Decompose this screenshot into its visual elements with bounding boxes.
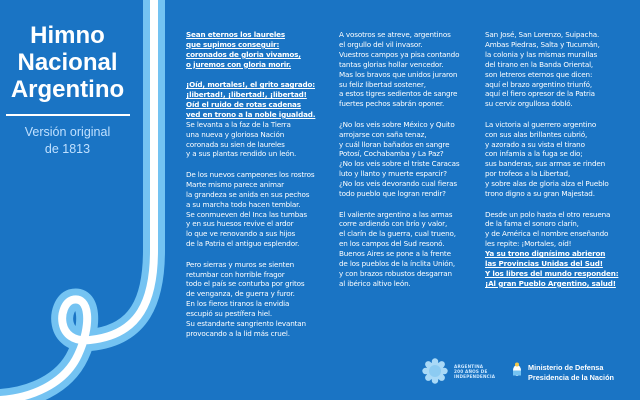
bicentenario-line: INDEPENDENCIA <box>454 374 496 379</box>
subtitle-line: Versión original <box>24 125 111 139</box>
chorus-line: ved en trono a la noble igualdad. <box>186 109 316 119</box>
stanza <box>485 210 637 289</box>
ministerio-text <box>528 363 614 382</box>
page-title <box>0 22 135 103</box>
stanza <box>485 120 637 199</box>
chorus-line: que supimos conseguir: <box>186 39 280 49</box>
lyric-line: la colonia y las mismas murallas <box>485 49 598 59</box>
lyric-line: Mas los bravos que unidos juraron <box>339 69 458 79</box>
title-line: Nacional <box>17 49 118 76</box>
stanza <box>339 120 489 199</box>
title-divider <box>6 114 130 116</box>
lyric-line: De los nuevos campeones los rostros <box>186 169 315 179</box>
bicentenario-text <box>454 364 495 379</box>
lyric-line: su feliz libertad sostener, <box>339 79 426 89</box>
lyric-line: todo pueblo que logran rendir? <box>339 189 446 199</box>
lyric-line: Pero sierras y muros se sienten <box>186 259 294 269</box>
lyric-line: a estos tigres sedientos de sangre <box>339 89 458 99</box>
subtitle <box>0 124 135 158</box>
stanza <box>485 30 637 109</box>
lyric-line: con infamia a la fuga se dio; <box>485 149 583 159</box>
lyric-line: y con brazos robustos desgarran <box>339 268 452 278</box>
lyrics-column-2 <box>339 30 489 299</box>
lyric-line: tantas glorias hollar vencedor. <box>339 59 444 69</box>
lyric-line: de la Patria el antiguo esplendor. <box>186 239 300 249</box>
lyric-line: Marte mismo parece animar <box>186 179 284 189</box>
stanza <box>186 260 336 339</box>
lyric-line: Buenos Aires se pone a la frente <box>339 249 451 259</box>
lyric-line: con sus alas brillantes cubrió, <box>485 129 588 139</box>
chorus-line: ¡libertad!, ¡libertad!, ¡libertad! <box>186 90 307 100</box>
lyrics-column-1 <box>186 30 336 349</box>
lyric-line: Vuestros campos ya pisa contando <box>339 49 460 59</box>
lyric-line: y a sus plantas rendido un león. <box>186 149 297 159</box>
lyric-line: A vosotros se atreve, argentinos <box>339 30 451 39</box>
lyric-line: el orgullo del vil invasor. <box>339 39 423 49</box>
bicentenario-line: ARGENTINA <box>454 364 484 369</box>
lyric-line: ¿No los veis devorando cual fieras <box>339 179 457 189</box>
title-block <box>0 22 135 158</box>
ministerio-line: Presidencia de la Nación <box>528 372 614 382</box>
lyric-line: la grandeza se anida en sus pechos <box>186 189 310 199</box>
lyric-line: y sobre alas de gloria alza el Pueblo <box>485 179 609 189</box>
lyric-line: escupió su pestífera hiel. <box>186 309 272 319</box>
lyric-line: La victoria al guerrero argentino <box>485 119 597 129</box>
lyric-line: una nueva y gloriosa Nación <box>186 129 285 139</box>
lyric-line: corre ardiendo con brío y valor, <box>339 219 448 229</box>
lyric-line: Su estandarte sangriento levantan <box>186 319 306 329</box>
stanza <box>339 210 489 289</box>
lyric-line: todo el país se conturba por gritos <box>186 279 305 289</box>
chorus-line: o juremos con gloria morir. <box>186 59 292 69</box>
lyric-line: lo que ve renovando a sus hijos <box>186 229 296 239</box>
lyric-line: San José, San Lorenzo, Suipacha. <box>485 30 600 39</box>
chorus-line: las Provincias Unidas del Sud! <box>485 259 603 269</box>
lyric-line: de la fama el sonoro clarín, <box>485 219 579 229</box>
chorus-line: Ya su trono dignísimo abrieron <box>485 249 606 259</box>
lyric-line: coronada su sien de laureles <box>186 139 285 149</box>
bicentenario-logo-icon <box>422 358 448 384</box>
chorus-line: ¡Al gran Pueblo Argentino, salud! <box>485 278 616 288</box>
lyric-line: Potosí, Cochabamba y La Paz? <box>339 149 444 159</box>
bicentenario-line: 200 AÑOS DE <box>454 369 488 374</box>
lyric-line: Se levanta a la faz de la Tierra <box>186 119 291 129</box>
lyric-line: arrojarse con saña tenaz, <box>339 129 427 139</box>
lyric-line: el clarín de la guerra, cual trueno, <box>339 229 456 239</box>
lyric-line: aquí el fiero opresor de la Patria <box>485 89 595 99</box>
lyric-line: trono digno a su gran Majestad. <box>485 189 595 199</box>
lyric-line: y azorado a su vista el tirano <box>485 139 585 149</box>
stanza <box>186 30 336 70</box>
lyric-line: en los campos del Sud resonó. <box>339 239 445 249</box>
subtitle-line: de 1813 <box>44 142 91 156</box>
title-line: Himno <box>30 22 105 49</box>
escudo-nacional-icon <box>512 362 522 378</box>
lyric-line: retumbar con horrible fragor <box>186 269 285 279</box>
stanza <box>186 170 336 249</box>
lyric-line: En los fieros tiranos la envidia <box>186 299 290 309</box>
lyric-line: al ibérico altivo león. <box>339 278 411 288</box>
lyric-line: ¿No los veis sobre México y Quito <box>339 119 455 129</box>
stanza <box>186 80 336 159</box>
lyric-line: provocando a la lid más cruel. <box>186 328 290 338</box>
lyric-line: El valiente argentino a las armas <box>339 209 453 219</box>
lyric-line: fuertes pechos sabrán oponer. <box>339 99 445 109</box>
lyric-line: su cerviz orgullosa dobló. <box>485 99 573 109</box>
lyric-line: y cuál lloran bañados en sangre <box>339 139 450 149</box>
lyric-line: les repite: ¡Mortales, oíd! <box>485 239 572 249</box>
chorus-line: Sean eternos los laureles <box>186 30 285 39</box>
lyric-line: son letreros eternos que dicen: <box>485 69 593 79</box>
lyric-line: a su marcha todo hacen temblar. <box>186 199 301 209</box>
lyric-line: Ambas Piedras, Salta y Tucumán, <box>485 39 600 49</box>
lyric-line: y en sus huesos revive el ardor <box>186 219 294 229</box>
title-line: Argentino <box>10 76 125 103</box>
lyric-line: sus banderas, sus armas se rinden <box>485 159 606 169</box>
chorus-line: coronados de gloria vivamos, <box>186 49 301 59</box>
lyric-line: Desde un polo hasta el otro resuena <box>485 209 611 219</box>
chorus-line: Oíd el ruido de rotas cadenas <box>186 99 301 109</box>
lyric-line: del tirano en la Banda Oriental, <box>485 59 594 69</box>
lyrics-column-3 <box>485 30 637 299</box>
chorus-line: Y los libres del mundo responden: <box>485 268 619 278</box>
lyric-line: por trofeos a la Libertad, <box>485 169 571 179</box>
lyric-line: y de América el nombre enseñando <box>485 229 609 239</box>
stanza <box>339 30 489 109</box>
ministerio-line: Ministerio de Defensa <box>528 363 604 372</box>
lyric-line: aquí el brazo argentino triunfó, <box>485 79 593 89</box>
chorus-line: ¡Oíd, mortales!, el grito sagrado: <box>186 80 316 90</box>
lyric-line: de los pueblos de la ínclita Unión, <box>339 259 455 269</box>
lyric-line: luto y llanto y muerte esparcir? <box>339 169 447 179</box>
footer-logos <box>412 352 640 392</box>
lyric-line: de venganza, de guerra y furor. <box>186 289 295 299</box>
lyric-line: ¿No los veis sobre el triste Caracas <box>339 159 460 169</box>
lyric-line: Se conmueven del Inca las tumbas <box>186 209 307 219</box>
